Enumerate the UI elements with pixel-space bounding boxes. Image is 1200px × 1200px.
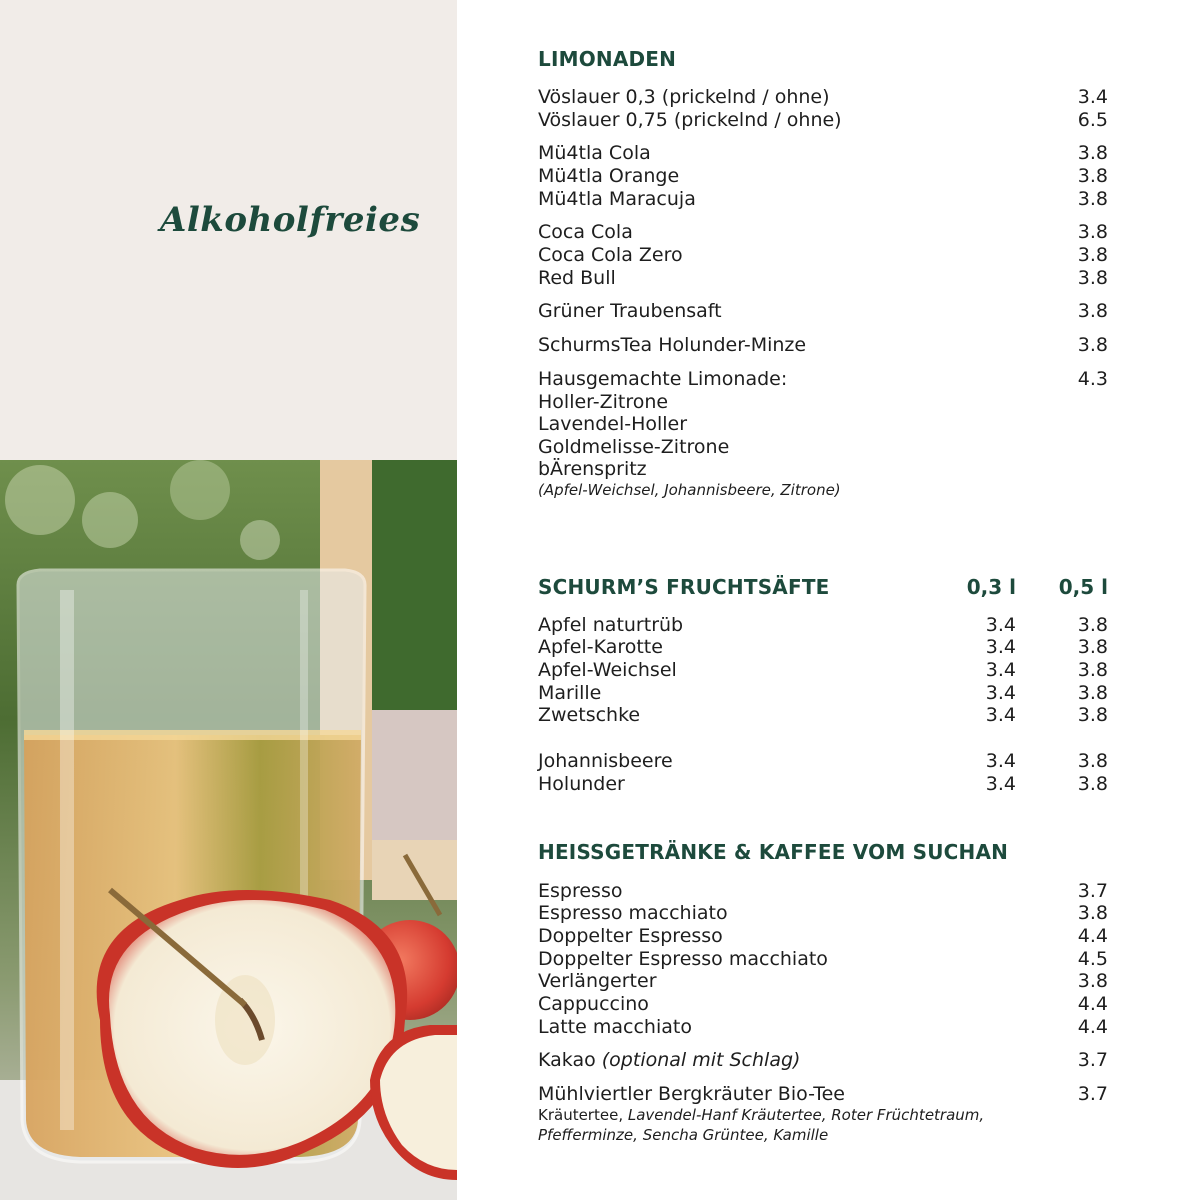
title-panel xyxy=(0,0,457,460)
list-item: Mü4tla Maracuja 3.8 xyxy=(538,188,1108,210)
list-item: Doppelter Espresso macchiato 4.5 xyxy=(538,948,1108,970)
list-item: Marille 3.4 3.8 xyxy=(538,682,1108,704)
list-item: Lavendel-Holler xyxy=(538,413,688,435)
section-title-limonaden: LIMONADEN xyxy=(538,47,677,71)
list-item: Apfel-Weichsel 3.4 3.8 xyxy=(538,659,1108,681)
list-item: Mü4tla Orange 3.8 xyxy=(538,165,1108,187)
list-item: Mühlviertler Bergkräuter Bio-Tee 3.7 xyxy=(538,1083,1108,1105)
list-item: Verlängerter 3.8 xyxy=(538,970,1108,992)
list-item: Apfel-Karotte 3.4 3.8 xyxy=(538,636,1108,658)
section-title-fruchtsaefte: SCHURM’S FRUCHTSÄFTE xyxy=(538,575,830,599)
list-item: Mü4tla Cola 3.8 xyxy=(538,142,1108,164)
list-item: Johannisbeere 3.4 3.8 xyxy=(538,750,1108,772)
section-title-heissgetraenke: HEISSGETRÄNKE & KAFFEE VOM SUCHAN xyxy=(538,840,1009,864)
list-item: Holler-Zitrone xyxy=(538,391,669,413)
page-title: Alkoholfreies xyxy=(160,200,421,240)
list-item: Hausgemachte Limonade: 4.3 xyxy=(538,368,1108,390)
list-item: Kakao (optional mit Schlag) 3.7 xyxy=(538,1049,1108,1071)
apple-juice-glass-photo xyxy=(0,460,457,1200)
item-name: Kakao xyxy=(538,1049,596,1071)
item-note: Kräutertee, Lavendel-Hanf Kräutertee, Roter Früchtetraum, xyxy=(538,1106,985,1124)
list-item: bÄrenspritz xyxy=(538,458,647,480)
list-item: Coca Cola 3.8 xyxy=(538,221,1108,243)
item-note: (Apfel-Weichsel, Johannisbeere, Zitrone) xyxy=(538,481,841,499)
list-item: Holunder 3.4 3.8 xyxy=(538,773,1108,795)
list-item: Vöslauer 0,3 (prickelnd / ohne) 3.4 xyxy=(538,86,1108,108)
list-item: SchurmsTea Holunder-Minze 3.8 xyxy=(538,334,1108,356)
list-item: Red Bull 3.8 xyxy=(538,267,1108,289)
menu-content xyxy=(538,0,1110,1200)
item-note: Pfefferminze, Sencha Grüntee, Kamille xyxy=(538,1126,829,1144)
list-item: Vöslauer 0,75 (prickelnd / ohne) 6.5 xyxy=(538,109,1108,131)
list-item: Espresso 3.7 xyxy=(538,880,1108,902)
list-item: Latte macchiato 4.4 xyxy=(538,1016,1108,1038)
list-item: Grüner Traubensaft 3.8 xyxy=(538,300,1108,322)
list-item: Coca Cola Zero 3.8 xyxy=(538,244,1108,266)
list-item: Goldmelisse-Zitrone xyxy=(538,436,730,458)
list-item: Zwetschke 3.4 3.8 xyxy=(538,704,1108,726)
list-item: Cappuccino 4.4 xyxy=(538,993,1108,1015)
list-item: Apfel naturtrüb 3.4 3.8 xyxy=(538,614,1108,636)
item-note: (optional mit Schlag) xyxy=(601,1049,801,1071)
list-item: Doppelter Espresso 4.4 xyxy=(538,925,1108,947)
column-header-0-3l: 0,3 l xyxy=(966,575,1016,599)
list-item: Espresso macchiato 3.8 xyxy=(538,902,1108,924)
column-header-0-5l: 0,5 l xyxy=(1058,575,1108,599)
